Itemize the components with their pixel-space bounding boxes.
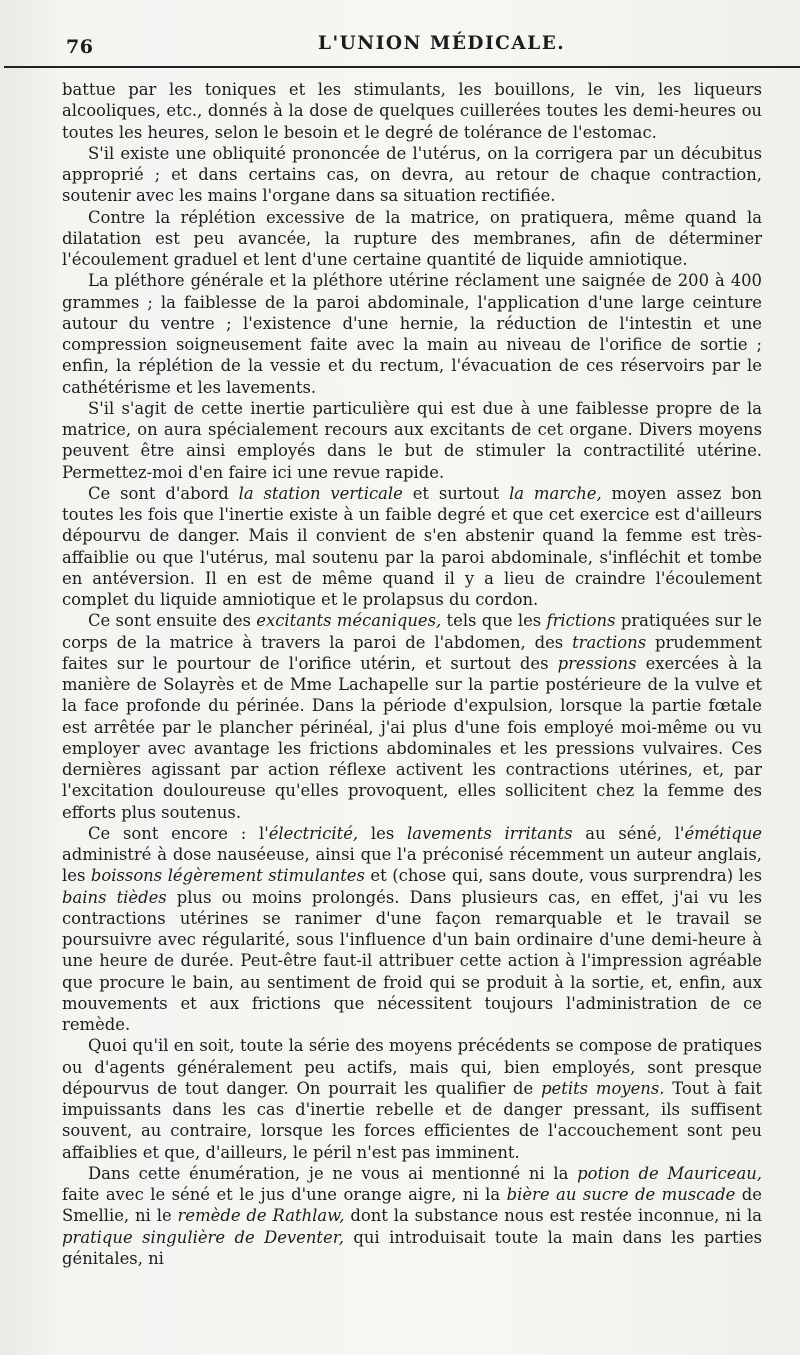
italic-term: bière au sucre de muscade bbox=[506, 1185, 736, 1204]
italic-term: pressions bbox=[557, 653, 637, 673]
italic-term: la station verticale bbox=[238, 483, 403, 503]
italic-term: potion de Mauriceau, bbox=[577, 1163, 762, 1183]
text-run: faite avec le séné et le jus d'une orange aigre, ni la bbox=[62, 1185, 507, 1204]
text-run: Contre la réplétion excessive de la matrice, on pratiquera, même quand la dilatation est peu avancée, la rupture des membranes, afin de déterminer l'écoulement graduel et lent d'une certaine quantité de liquide amniotique. bbox=[62, 207, 762, 269]
italic-term: frictions bbox=[546, 611, 616, 631]
text-run: tels que les bbox=[441, 611, 547, 631]
italic-term: tractions bbox=[572, 632, 647, 652]
text-run: Tout à fait impuissants dans les cas d'inertie rebelle et de danger pressant, ils suffisent souvent, au contraire, lorsque les forces efficientes de l'accouchement sont peu affaiblies et que, d'ailleurs, le péril n'est pas imminent. bbox=[62, 1078, 763, 1162]
body-text bbox=[62, 79, 762, 1269]
text-run: Ce sont encore : l' bbox=[88, 823, 269, 843]
text-run: qui introduisait toute la main dans les parties génitales, ni bbox=[62, 1227, 762, 1268]
text-run: au séné, l' bbox=[572, 823, 685, 843]
page-number: 76 bbox=[66, 36, 94, 58]
text-run: Dans cette énumération, je ne vous ai mentionné ni la bbox=[88, 1163, 578, 1183]
italic-term: excitants mécaniques, bbox=[256, 611, 442, 631]
text-run: Ce sont d'abord bbox=[88, 483, 239, 503]
paragraph-p6 bbox=[62, 483, 762, 611]
italic-term: lavements irritants bbox=[406, 823, 573, 843]
text-run: et (chose qui, sans doute, vous surprendra) les bbox=[364, 866, 762, 886]
text-run: les bbox=[358, 823, 407, 843]
text-run: prudemment faites sur le pourtour de l'orifice utérin, et surtout des bbox=[62, 632, 763, 673]
paragraph-p5 bbox=[62, 398, 762, 483]
text-run: pratiquées sur le corps de la matrice à travers la paroi de l'abdomen, des bbox=[62, 611, 762, 652]
italic-term: émétique bbox=[684, 823, 762, 843]
text-run: Quoi qu'il en soit, toute la série des moyens précédents se compose de pratiques ou d'agents généralement peu actifs, mais qui, bien employés, sont presque dépourvus de tout danger. On pourrait les qualifier de bbox=[62, 1036, 762, 1098]
text-run: Ce sont ensuite des bbox=[88, 611, 257, 631]
text-run: et surtout bbox=[402, 483, 510, 503]
paragraph-p8 bbox=[62, 823, 762, 1036]
italic-term: boissons légèrement stimulantes bbox=[90, 866, 365, 886]
text-run: La pléthore générale et la pléthore utérine réclament une saignée de 200 à 400 grammes ; la faiblesse de la paroi abdominale, l'application d'une large ceinture autour du ventre ; l'existence d'une hernie, la réduction de l'intestin et une compression soigneusement faite avec la main au niveau de l'orifice de sortie ; enfin, la réplétion de la vessie et du rectum, l'évacuation de ces réservoirs par le cathétérisme et les lavements. bbox=[62, 271, 762, 397]
italic-term: la marche, bbox=[509, 483, 602, 503]
text-run: exercées à la manière de Solayrès et de Mme Lachapelle sur la partie postérieure de la vulve et la face profonde du périnée. Dans la période d'expulsion, lorsque la partie fœtale est arrêtée par le plancher périnéal, j'ai plus d'une fois employé moi-même ou vu employer avec avantage les frictions abdominales et les pressions vulvaires. Ces dernières agissant par action réflexe activent les contractions utérines, et, par l'excitation douloureuse qu'elles provoquent, elles sollicitent chez la femme des efforts plus soutenus. bbox=[62, 653, 763, 822]
text-run: moyen assez bon toutes les fois que l'inertie existe à un faible degré et que cet exercice est d'ailleurs dépourvu de danger. Mais il convient de s'en abstenir quand la femme est très-affaiblie ou que l'utérus, mal soutenu par la paroi abdominale, s'infléchit et tombe en antéversion. Il en est de même quand il y a lieu de craindre l'écoulement complet du liquide amniotique et le prolapsus du cordon. bbox=[62, 483, 762, 609]
text-run: S'il s'agit de cette inertie particulière qui est due à une faiblesse propre de la matrice, on aura spécialement recours aux excitants de cet organe. Divers moyens peuvent être ainsi employés dans le but de stimuler la contractilité utérine. Permettez-moi d'en faire ici une revue rapide. bbox=[62, 398, 762, 482]
text-run: administré à dose nauséeuse, ainsi que l'a préconisé récemment un auteur anglais, les bbox=[62, 845, 762, 886]
italic-term: remède de Rathlaw, bbox=[177, 1206, 345, 1226]
paragraph-p3 bbox=[62, 207, 762, 271]
text-run: plus ou moins prolongés. Dans plusieurs cas, en effet, j'ai vu les contractions utérines se ranimer d'une façon remarquable et le travail se poursuivre avec régularité, sous l'influence d'un bain ordinaire d'une demi-heure à une heure de durée. Peut-être faut-il attribuer cette action à l'impression agréable que procure le bain, au sentiment de froid qui se produit à la sortie, et, enfin, aux mouvements et aux frictions que nécessitent toujours l'administration de ce remède. bbox=[62, 887, 762, 1034]
running-title: L'UNION MÉDICALE. bbox=[318, 33, 566, 54]
text-run: battue par les toniques et les stimulants, les bouillons, le vin, les liqueurs alcooliques, etc., donnés à la dose de quelques cuillerées toutes les demi-heures ou toutes les heures, selon le besoin et le degré de tolérance de l'estomac. bbox=[62, 80, 762, 142]
italic-term: bains tièdes bbox=[62, 887, 167, 907]
header-rule bbox=[4, 66, 800, 68]
paragraph-p9 bbox=[62, 1035, 762, 1163]
text-run: de Smellie, ni le bbox=[62, 1185, 762, 1226]
page-header bbox=[60, 0, 778, 62]
paragraph-p1 bbox=[62, 79, 762, 143]
italic-term: électricité, bbox=[268, 823, 359, 843]
italic-term: pratique singulière de Deventer, bbox=[62, 1227, 344, 1247]
italic-term: petits moyens. bbox=[541, 1078, 665, 1098]
paragraph-p7 bbox=[62, 610, 762, 823]
paragraph-p2 bbox=[62, 143, 762, 207]
paragraph-p4 bbox=[62, 270, 762, 398]
paragraph-p10 bbox=[62, 1163, 762, 1269]
text-run: dont la substance nous est restée inconnue, ni la bbox=[344, 1206, 762, 1226]
text-run: S'il existe une obliquité prononcée de l'utérus, on la corrigera par un décubitus approprié ; et dans certains cas, on devra, au retour de chaque contraction, soutenir avec les mains l'organe dans sa situation rectifiée. bbox=[62, 143, 762, 206]
